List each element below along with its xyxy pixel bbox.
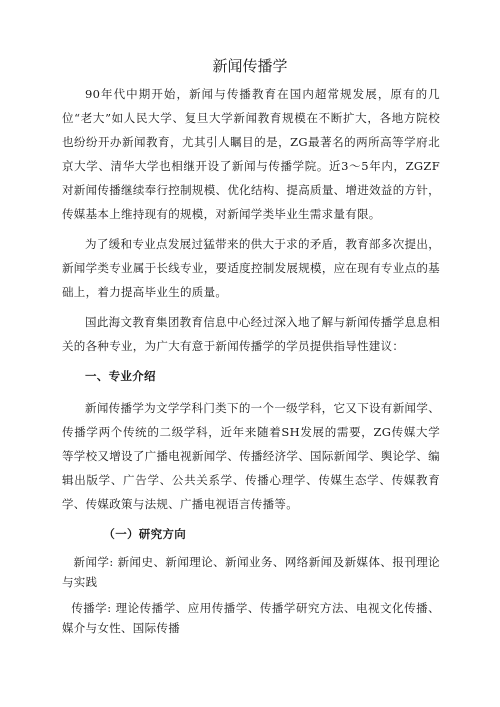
direction-journalism: 新闻学: 新闻史、新闻理论、新闻业务、网络新闻及新媒体、报刊理论与实践 — [62, 555, 440, 589]
document-title: 新闻传播学 — [212, 57, 288, 75]
intro-paragraph-2: 为了缓和专业点发展过猛带来的供大于求的矛盾，教育部多次提出，新闻学类专业属于长线专业，要适度控制发展规模，应在现有专业点的基础上，着力提高毕业生的质量。 — [62, 237, 440, 299]
intro-paragraph-1: 90年代中期开始，新闻与传播教育在国内超常规发展，原有的几位“老大”如人民大学、复旦大学新闻教育规模在不断扩大，各地方院校也纷纷开办新闻教育，尤其引人瞩目的是，ZG最著名的两所高等学府北京大学、清华大学也相继开设了新闻与传播学院。近3～5年内，ZGZF对新闻传播继续奉行控制规模、优化结构、提高质量、增进效益的方针，传媒基本上维持现有的规模，对新闻学类毕业生需求量有限。 — [62, 87, 440, 221]
direction-communication: 传播学: 理论传播学、应用传播学、传播学研究方法、电视文化传播、媒介与女性、国际传播 — [62, 601, 440, 635]
section-heading-major-intro: 一、专业介绍 — [85, 369, 156, 383]
intro-paragraph-3: 国此海文教育集团教育信息中心经过深入地了解与新闻传播学息息相关的各种专业，为广大有意于新闻传播学的学员提供指导性建议： — [62, 315, 440, 353]
document-body — [62, 82, 440, 638]
subsection-heading-research-directions: （一）研究方向 — [103, 527, 186, 541]
major-intro-paragraph: 新闻传播学为文学学科门类下的一个一级学科，它又下设有新闻学、传播学两个传统的二级学科，近年来随着SH发展的需要，ZG传媒大学等学校又增设了广播电视新闻学、传播经济学、国际新闻学、舆论学、编辑出版学、广告学、公共关系学、传播心理学、传媒生态学、传媒教育学、传媒政策与法规、广播电视语言传播等。 — [62, 401, 440, 511]
